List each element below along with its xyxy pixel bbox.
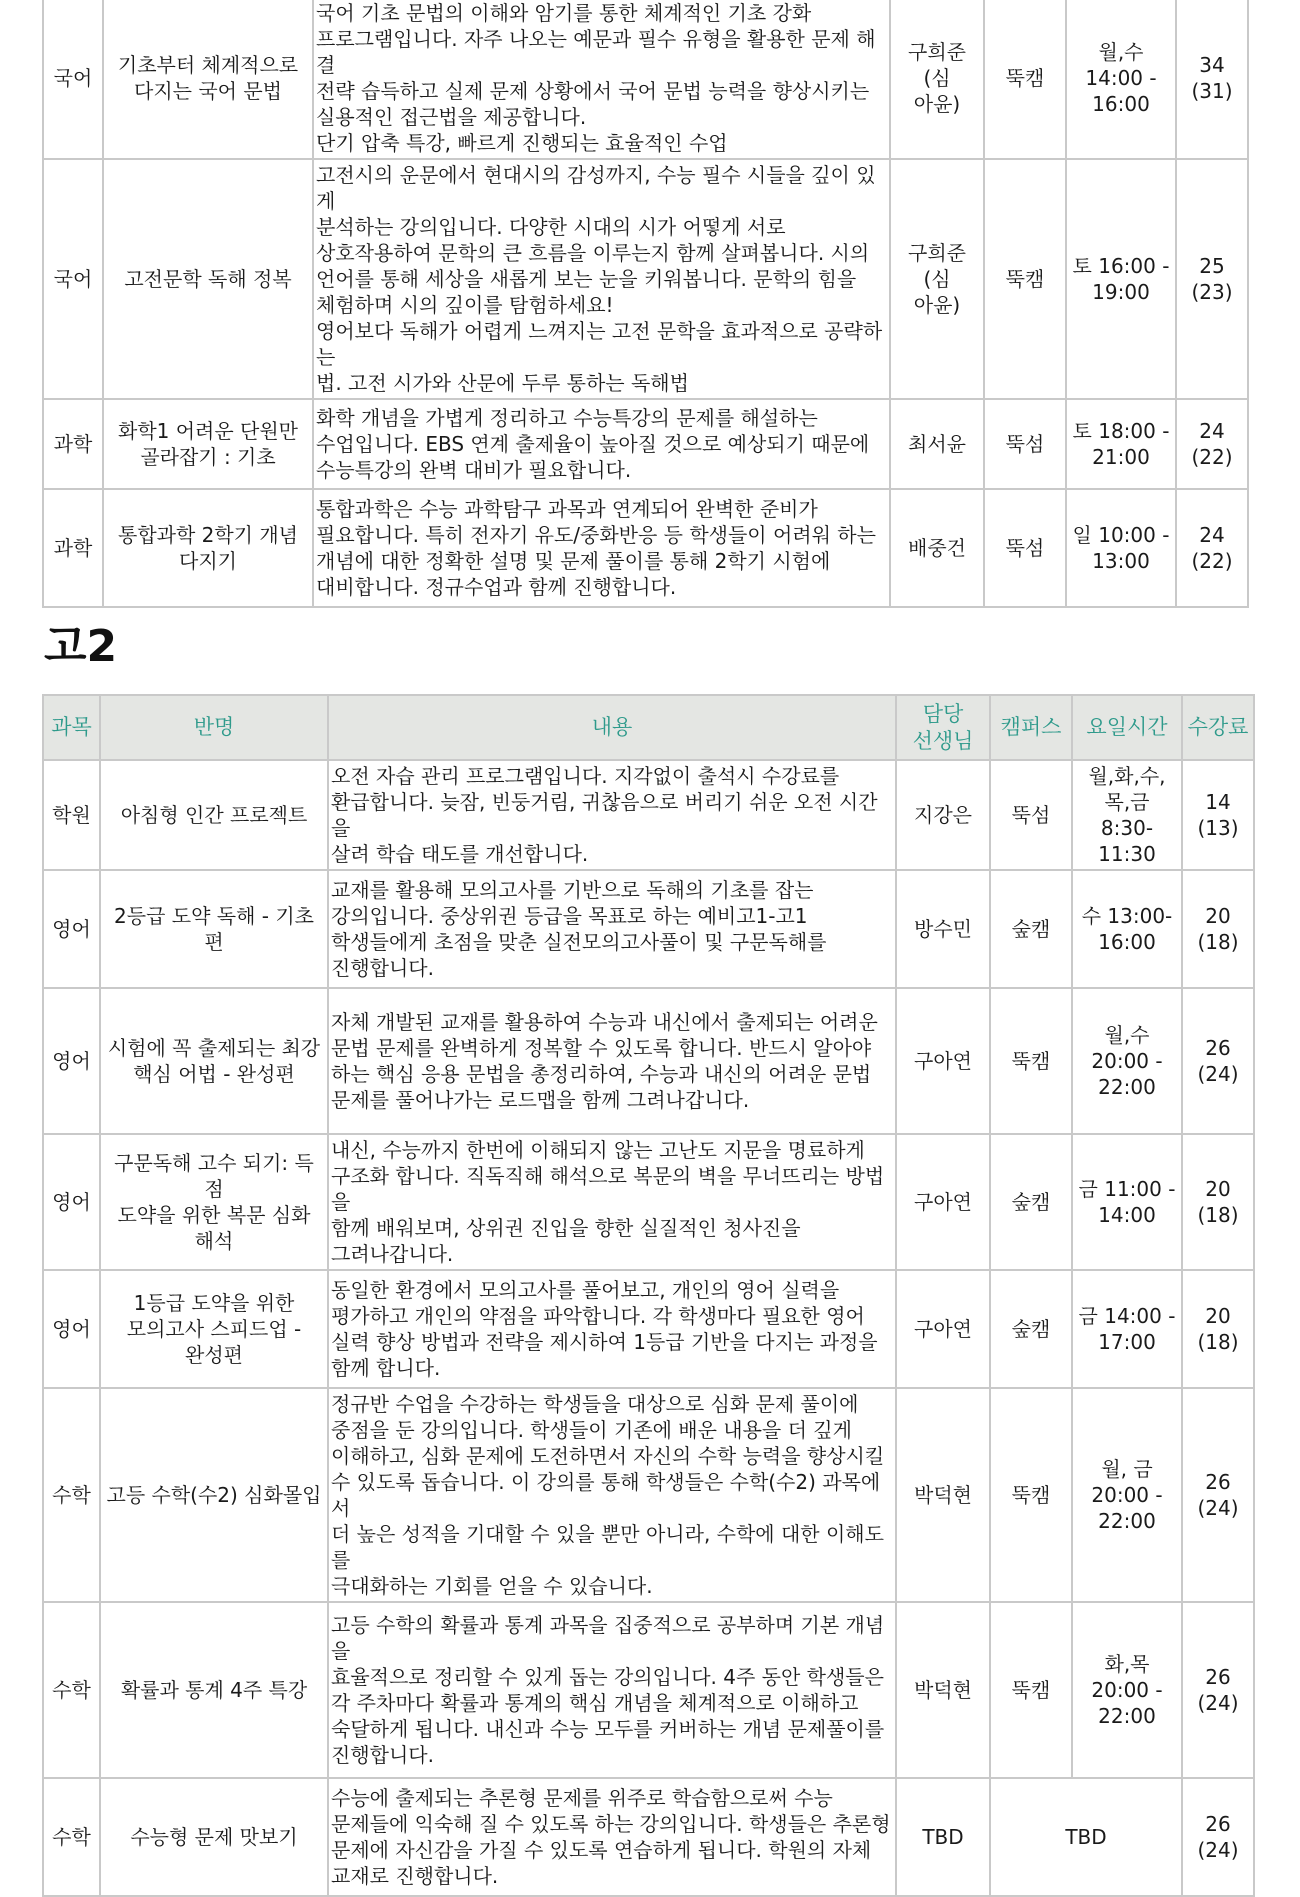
- fee-cell: 25 (23): [1176, 159, 1248, 399]
- fee-cell: 26 (24): [1182, 1778, 1254, 1896]
- schedule-cell: 월,화,수,목,금 8:30-11:30: [1072, 760, 1182, 870]
- subject-cell: 과학: [43, 489, 103, 607]
- go2-course-table: [42, 694, 1255, 1897]
- subject-cell: 영어: [43, 870, 100, 988]
- content-cell: 수능에 출제되는 추론형 문제를 위주로 학습함으로써 수능 문제들에 익숙해 질 수 있도록 하는 강의입니다. 학생들은 추론형 문제에 자신감을 가질 수 있도록 연습하게 됩니다. 학원의 자체 교재로 진행합니다.: [328, 1778, 896, 1896]
- fee-cell: 20 (18): [1182, 1270, 1254, 1388]
- content-cell: 통합과학은 수능 과학탐구 과목과 연계되어 완벽한 준비가 필요합니다. 특히 전자기 유도/중화반응 등 학생들이 어려워 하는 개념에 대한 정확한 설명 및 문제 풀이를 통해 2학기 시험에 대비합니다. 정규수업과 함께 진행합니다.: [313, 489, 890, 607]
- schedule-cell: 일 10:00 - 13:00: [1066, 489, 1176, 607]
- class-name-cell: 1등급 도약을 위한 모의고사 스피드업 - 완성편: [100, 1270, 328, 1388]
- schedule-cell: 월,수 20:00 - 22:00: [1072, 988, 1182, 1134]
- fee-cell: 14 (13): [1182, 760, 1254, 870]
- table-row: [43, 1134, 1254, 1270]
- subject-cell: 영어: [43, 988, 100, 1134]
- content-cell: 고등 수학의 확률과 통계 과목을 집중적으로 공부하며 기본 개념을 효율적으로 정리할 수 있게 돕는 강의입니다. 4주 동안 학생들은 각 주차마다 확률과 통계의 핵심 개념을 체계적으로 이해하고 숙달하게 됩니다. 내신과 수능 모두를 커버하는 개념 문제풀이를 진행합니다.: [328, 1602, 896, 1778]
- content-cell: 국어 기초 문법의 이해와 암기를 통한 체계적인 기초 강화 프로그램입니다. 자주 나오는 예문과 필수 유형을 활용한 문제 해결 전략 습득하고 실제 문제 상황에서 국어 문법 능력을 향상시키는 실용적인 접근법을 제공합니다. 단기 압축 특강, 빠르게 진행되는 효율적인 수업: [313, 0, 890, 159]
- header-subject: 과목: [43, 695, 100, 760]
- campus-cell: 뚝캠: [990, 988, 1072, 1134]
- teacher-cell: 구아연: [896, 1270, 990, 1388]
- class-name-cell: 확률과 통계 4주 특강: [100, 1602, 328, 1778]
- schedule-cell: 수 13:00- 16:00: [1072, 870, 1182, 988]
- subject-cell: 수학: [43, 1602, 100, 1778]
- subject-cell: 수학: [43, 1778, 100, 1896]
- schedule-cell: 토 18:00 - 21:00: [1066, 399, 1176, 489]
- table-row: [43, 399, 1248, 489]
- fee-cell: 26 (24): [1182, 988, 1254, 1134]
- teacher-cell: 방수민: [896, 870, 990, 988]
- content-cell: 정규반 수업을 수강하는 학생들을 대상으로 심화 문제 풀이에 중점을 둔 강의입니다. 학생들이 기존에 배운 내용을 더 깊게 이해하고, 심화 문제에 도전하면서 자신의 수학 능력을 향상시킬 수 있도록 돕습니다. 이 강의를 통해 학생들은 수학(수2) 과목에서 더 높은 성적을 기대할 수 있을 뿐만 아니라, 수학에 대한 이해도를 극대화하는 기회를 얻을 수 있습니다.: [328, 1388, 896, 1602]
- fee-cell: 20 (18): [1182, 1134, 1254, 1270]
- subject-cell: 국어: [43, 0, 103, 159]
- class-name-cell: 수능형 문제 맛보기: [100, 1778, 328, 1896]
- subject-cell: 영어: [43, 1134, 100, 1270]
- campus-cell: 뚝캠: [990, 1602, 1072, 1778]
- teacher-cell: 구아연: [896, 1134, 990, 1270]
- teacher-cell: 박덕현: [896, 1602, 990, 1778]
- table-row: [43, 0, 1248, 159]
- teacher-cell: TBD: [896, 1778, 990, 1896]
- table-row: [43, 1602, 1254, 1778]
- schedule-cell: 월, 금 20:00 - 22:00: [1072, 1388, 1182, 1602]
- content-cell: 고전시의 운문에서 현대시의 감성까지, 수능 필수 시들을 깊이 있게 분석하는 강의입니다. 다양한 시대의 시가 어떻게 서로 상호작용하여 문학의 큰 흐름을 이루는지 함께 살펴봅니다. 시의 언어를 통해 세상을 새롭게 보는 눈을 키워봅니다. 문학의 힘을 체험하며 시의 깊이를 탐험하세요! 영어보다 독해가 어렵게 느껴지는 고전 문학을 효과적으로 공략하는 법. 고전 시가와 산문에 두루 통하는 독해법: [313, 159, 890, 399]
- content-cell: 교재를 활용해 모의고사를 기반으로 독해의 기초를 잡는 강의입니다. 중상위권 등급을 목표로 하는 예비고1-고1 학생들에게 초점을 맞춘 실전모의고사풀이 및 구문독해를 진행합니다.: [328, 870, 896, 988]
- teacher-cell: 구아연: [896, 988, 990, 1134]
- table-row: [43, 870, 1254, 988]
- content-cell: 동일한 환경에서 모의고사를 풀어보고, 개인의 영어 실력을 평가하고 개인의 약점을 파악합니다. 각 학생마다 필요한 영어 실력 향상 방법과 전략을 제시하여 1등급 기반을 다지는 과정을 함께 합니다.: [328, 1270, 896, 1388]
- table-row: [43, 1778, 1254, 1896]
- campus-cell: 뚝섬: [984, 489, 1066, 607]
- section-heading-go2: 고2: [44, 621, 118, 672]
- campus-cell: 뚝섬: [990, 760, 1072, 870]
- schedule-cell: 금 14:00 - 17:00: [1072, 1270, 1182, 1388]
- class-name-cell: 아침형 인간 프로젝트: [100, 760, 328, 870]
- content-cell: 내신, 수능까지 한번에 이해되지 않는 고난도 지문을 명료하게 구조화 합니다. 직독직해 해석으로 복문의 벽을 무너뜨리는 방법을 함께 배워보며, 상위권 진입을 향한 실질적인 청사진을 그려나갑니다.: [328, 1134, 896, 1270]
- campus-cell: 뚝캠: [984, 159, 1066, 399]
- fee-cell: 20 (18): [1182, 870, 1254, 988]
- header-teacher: 담당 선생님: [896, 695, 990, 760]
- fee-cell: 24 (22): [1176, 489, 1248, 607]
- campus-cell: 숲캠: [990, 1270, 1072, 1388]
- subject-cell: 수학: [43, 1388, 100, 1602]
- subject-cell: 과학: [43, 399, 103, 489]
- teacher-cell: 지강은: [896, 760, 990, 870]
- header-campus: 캠퍼스: [990, 695, 1072, 760]
- header-schedule: 요일시간: [1072, 695, 1182, 760]
- campus-cell: 숲캠: [990, 870, 1072, 988]
- fee-cell: 24 (22): [1176, 399, 1248, 489]
- campus-cell: 숲캠: [990, 1134, 1072, 1270]
- teacher-cell: 구희준(심 아윤): [890, 0, 984, 159]
- table-header-row: [43, 695, 1254, 760]
- class-name-cell: 구문독해 고수 되기: 득점 도약을 위한 복문 심화 해석: [100, 1134, 328, 1270]
- header-class-name: 반명: [100, 695, 328, 760]
- fee-cell: 26 (24): [1182, 1602, 1254, 1778]
- campus-cell: 뚝섬: [984, 399, 1066, 489]
- table-row: [43, 760, 1254, 870]
- table-row: [43, 1270, 1254, 1388]
- class-name-cell: 고등 수학(수2) 심화몰입: [100, 1388, 328, 1602]
- class-name-cell: 기초부터 체계적으로 다지는 국어 문법: [103, 0, 313, 159]
- subject-cell: 영어: [43, 1270, 100, 1388]
- class-name-cell: 고전문학 독해 정복: [103, 159, 313, 399]
- table-row: [43, 988, 1254, 1134]
- content-cell: 오전 자습 관리 프로그램입니다. 지각없이 출석시 수강료를 환급합니다. 늦잠, 빈둥거림, 귀찮음으로 버리기 쉬운 오전 시간을 살려 학습 태도를 개선합니다.: [328, 760, 896, 870]
- class-name-cell: 2등급 도약 독해 - 기초편: [100, 870, 328, 988]
- content-cell: 화학 개념을 가볍게 정리하고 수능특강의 문제를 해설하는 수업입니다. EBS 연계 출제율이 높아질 것으로 예상되기 때문에 수능특강의 완벽 대비가 필요합니다.: [313, 399, 890, 489]
- header-fee: 수강료: [1182, 695, 1254, 760]
- table-row: [43, 489, 1248, 607]
- campus-cell: 뚝캠: [984, 0, 1066, 159]
- header-content: 내용: [328, 695, 896, 760]
- schedule-cell: 토 16:00 - 19:00: [1066, 159, 1176, 399]
- teacher-cell: 최서윤: [890, 399, 984, 489]
- go1-course-table: [42, 0, 1249, 608]
- schedule-cell: TBD: [990, 1778, 1182, 1896]
- campus-cell: 뚝캠: [990, 1388, 1072, 1602]
- class-name-cell: 화학1 어려운 단원만 골라잡기 : 기초: [103, 399, 313, 489]
- subject-cell: 학원: [43, 760, 100, 870]
- teacher-cell: 구희준(심 아윤): [890, 159, 984, 399]
- schedule-cell: 화,목 20:00 - 22:00: [1072, 1602, 1182, 1778]
- fee-cell: 34 (31): [1176, 0, 1248, 159]
- teacher-cell: 박덕현: [896, 1388, 990, 1602]
- table-row: [43, 159, 1248, 399]
- teacher-cell: 배중건: [890, 489, 984, 607]
- class-name-cell: 시험에 꼭 출제되는 최강 핵심 어법 - 완성편: [100, 988, 328, 1134]
- table-row: [43, 1388, 1254, 1602]
- schedule-cell: 월,수 14:00 - 16:00: [1066, 0, 1176, 159]
- content-cell: 자체 개발된 교재를 활용하여 수능과 내신에서 출제되는 어려운 문법 문제를 완벽하게 정복할 수 있도록 합니다. 반드시 알아야 하는 핵심 응용 문법을 총정리하여, 수능과 내신의 어려운 문법 문제를 풀어나가는 로드맵을 함께 그려나갑니다.: [328, 988, 896, 1134]
- class-name-cell: 통합과학 2학기 개념 다지기: [103, 489, 313, 607]
- schedule-cell: 금 11:00 - 14:00: [1072, 1134, 1182, 1270]
- fee-cell: 26 (24): [1182, 1388, 1254, 1602]
- subject-cell: 국어: [43, 159, 103, 399]
